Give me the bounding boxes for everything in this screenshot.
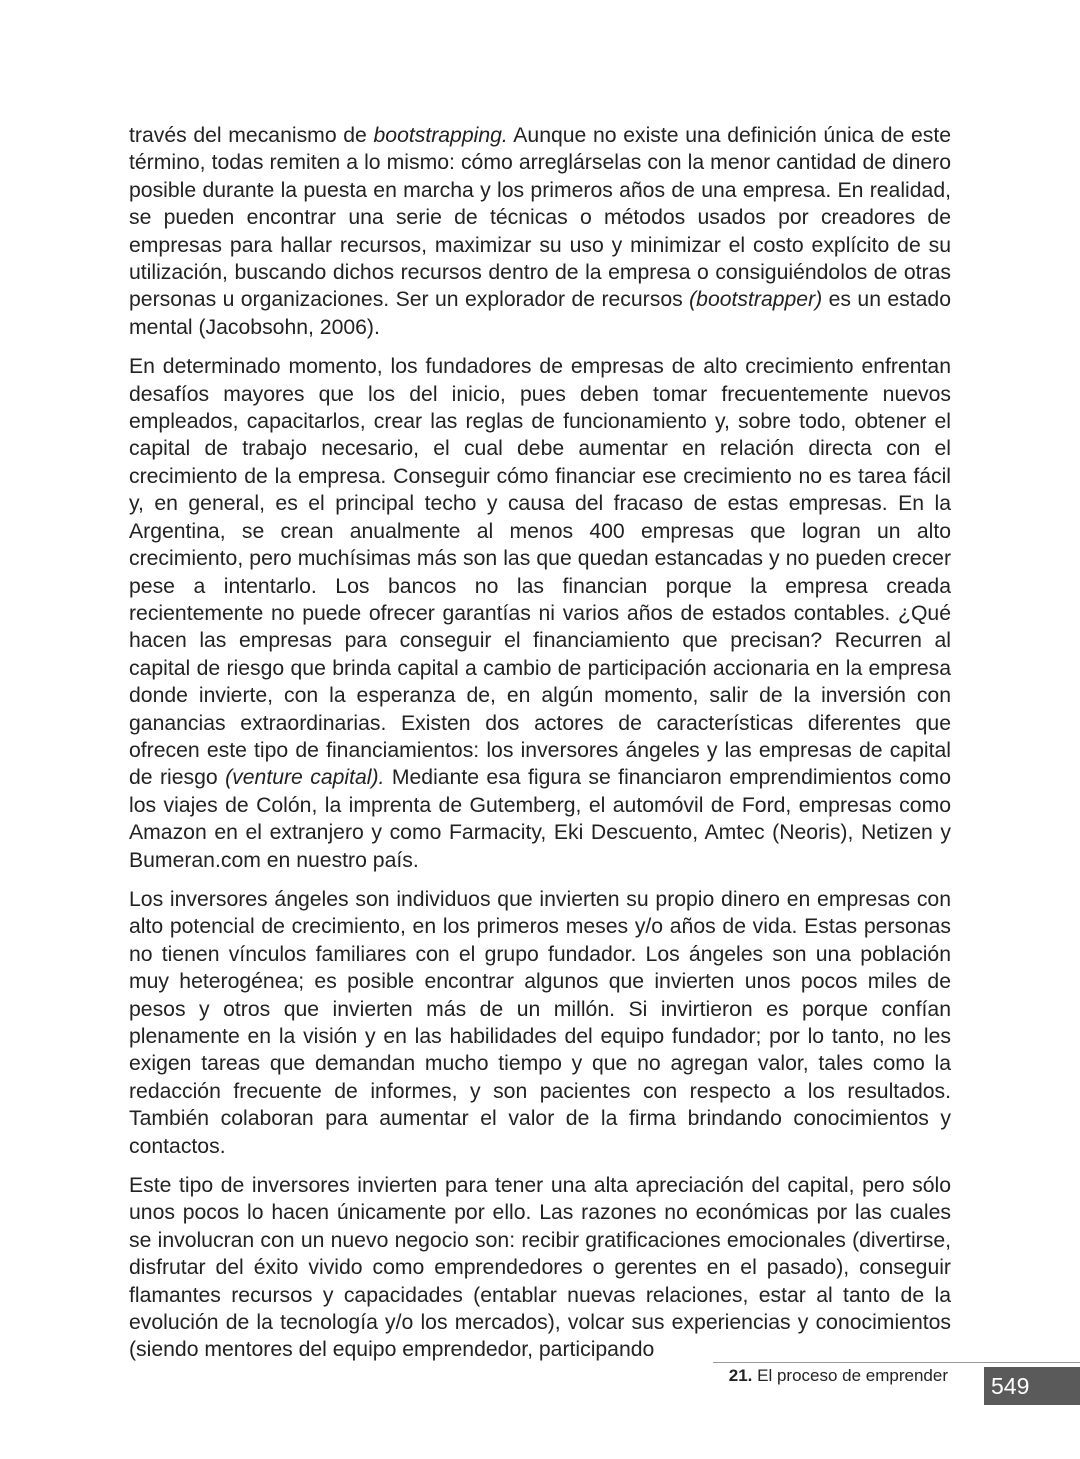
- chapter-title: El proceso de emprender: [752, 1366, 948, 1385]
- page-number: 549: [991, 1373, 1030, 1399]
- italic-term: (venture capital).: [225, 766, 385, 790]
- text-run: En determinado momento, los fundadores de empresas de alto crecimiento enfrentan desafíos mayores que los del inicio, pues deben tomar frecuentemente nuevos empleados, capacitarlos, crear las reglas de funcionamiento y, sobre todo, obtener el capital de trabajo necesario, el cual debe aumentar en relación directa con el crecimiento de la empresa. Conseguir cómo financiar ese crecimiento no es tarea fácil y, en general, es el principal techo y causa del fracaso de estas empresas. En la Argentina, se crean anualmente al menos 400 empresas que logran un alto crecimiento, pero muchísimas más son las que quedan estancadas y no pueden crecer pese a intentarlo. Los bancos no las financian porque la empresa creada recientemente no puede ofrecer garantías ni varios años de estados contables. ¿Qué hacen las empresas para conseguir el financiamiento que precisan? Recurren al capital de riesgo que brinda capital a cambio de participación accionaria en la empresa donde invierte, con la esperanza de, en algún momento, salir de la inversión con ganancias extraordinarias. Existen dos actores de características diferentes que ofrecen este tipo de financiamientos: los inversores ángeles y las empresas de capital de riesgo: [129, 355, 951, 790]
- text-run: Este tipo de inversores invierten para tener una alta apreciación del capital, pero sólo unos pocos lo hacen únicamente por ello. Las razones no económicas por las cuales se involucran con un nuevo negocio son: recibir gratificaciones emocionales (divertirse, disfrutar del éxito vivido como emprendedores o gerentes en el pasado), conseguir flamantes recursos y capacidades (entablar nuevas relaciones, estar al tanto de la evolución de la tecnología y/o los mercados), volcar sus experiencias y conocimientos (siendo mentores del equipo emprendedor, participando: [129, 1174, 951, 1362]
- paragraph-3: [129, 886, 951, 1160]
- text-run: Mediante esa figura se financiaron emprendimientos como los viajes de Colón, la imprenta de Gutemberg, el automóvil de Ford, empresas como Amazon en el extranjero y como Farmacity, Eki Descuento, Amtec (Neoris), Netizen y Bumeran.com en nuestro país.: [129, 766, 951, 872]
- text-run: es un estado mental (Jacobsohn, 2006).: [129, 288, 952, 339]
- text-run: través del mecanismo de: [129, 124, 374, 147]
- page-number-badge: [984, 1367, 1080, 1405]
- footer-chapter-label: [729, 1366, 948, 1386]
- paragraph-2: [129, 353, 951, 874]
- paragraph-4: [129, 1172, 951, 1364]
- italic-term: (bootstrapper): [689, 288, 823, 312]
- footer-divider: [713, 1362, 1080, 1363]
- page-body: [129, 122, 951, 1376]
- italic-term: bootstrapping.: [373, 124, 508, 147]
- text-run: Aunque no existe una definición única de este término, todas remiten a lo mismo: cómo arreglárselas con la menor cantidad de dinero posible durante la puesta en marcha y los primeros años de una empresa. En realidad, se pueden encontrar una serie de técnicas o métodos usados por creadores de empresas para hallar recursos, maximizar su uso y minimizar el costo explícito de su utilización, buscando dichos recursos dentro de la empresa o consiguiéndolos de otras personas u organizaciones. Ser un explorador de recursos: [129, 124, 951, 312]
- text-run: Los inversores ángeles son individuos que invierten su propio dinero en empresas con alto potencial de crecimiento, en los primeros meses y/o años de vida. Estas personas no tienen vínculos familiares con el grupo fundador. Los ángeles son una población muy heterogénea; es posible encontrar algunos que invierten unos pocos miles de pesos y otros que invierten más de un millón. Si invirtieron es porque confían plenamente en la visión y en las habilidades del equipo fundador; por lo tanto, no les exigen tareas que demandan mucho tiempo y que no agregan valor, tales como la redacción frecuente de informes, y son pacientes con respecto a los resultados. También colaboran para aumentar el valor de la firma brindando conocimientos y contactos.: [129, 887, 951, 1158]
- chapter-number: 21.: [728, 1366, 753, 1385]
- paragraph-1: [129, 122, 951, 341]
